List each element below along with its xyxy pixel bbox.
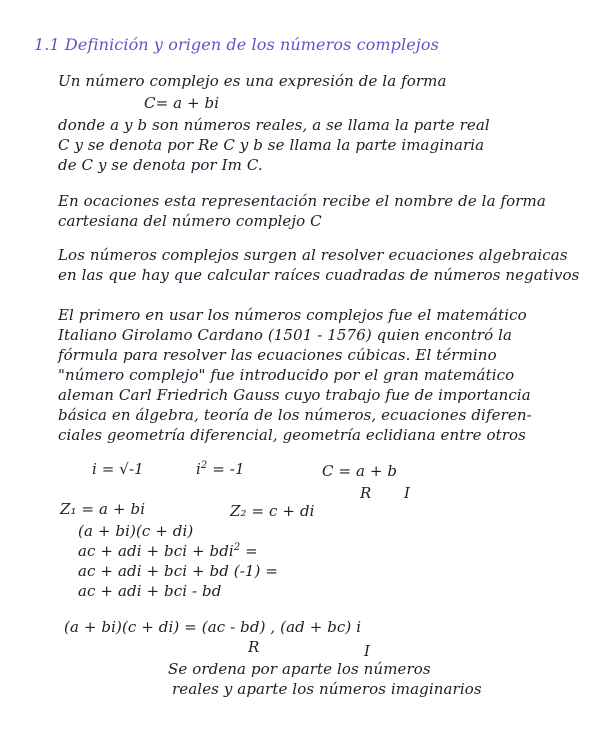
paragraph-4-line-2: en las que hay que calcular raíces cuadradas de números negativos — [58, 266, 580, 284]
paragraph-5-line-3: fórmula para resolver las ecuaciones cúbicas. El término — [58, 346, 497, 364]
multiplication-result: (a + bi)(c + di) = (ac - bd) , (ad + bc) i — [64, 618, 362, 636]
z1-definition: Z₁ = a + bi — [60, 500, 146, 518]
c-equation: C = a + b — [322, 462, 398, 480]
complex-form-formula: C= a + bi — [144, 94, 220, 112]
z2-definition: Z₂ = c + di — [230, 502, 315, 520]
imaginary-unit-squared: $i^2 = -1$ — [196, 460, 245, 478]
section-title: 1.1 Definición y origen de los números complejos — [34, 35, 439, 54]
multiplication-step-3: ac + adi + bci + bd (-1) = — [78, 562, 279, 580]
closing-note-line-1: Se ordena por aparte los números — [168, 660, 431, 678]
result-real-label: R — [248, 638, 260, 656]
multiplication-step-4: ac + adi + bci - bd — [78, 582, 222, 600]
paragraph-5-line-5: aleman Carl Friedrich Gauss cuyo trabajo fue de importancia — [58, 386, 531, 404]
paragraph-5-line-6: básica en álgebra, teoría de los números, ecuaciones diferen- — [58, 406, 532, 424]
closing-note-line-2: reales y aparte los números imaginarios — [172, 680, 482, 698]
imaginary-part-label: I — [404, 484, 411, 502]
paragraph-5-line-7: ciales geometría diferencial, geometría eclidiana entre otros — [58, 426, 526, 444]
paragraph-2-line-2: C y se denota por Re C y b se llama la parte imaginaria — [58, 136, 485, 154]
multiplication-step-2: ac + adi + bci + bdi$^2$ = — [78, 542, 258, 560]
imaginary-unit-definition: i = √-1 — [92, 460, 144, 478]
result-imaginary-label: I — [364, 642, 371, 660]
paragraph-3-line-1: En ocaciones esta representación recibe el nombre de la forma — [58, 192, 546, 210]
paragraph-5-line-2: Italiano Girolamo Cardano (1501 - 1576) quien encontró la — [58, 326, 513, 344]
paragraph-5-line-4: "número complejo" fue introducido por el gran matemático — [58, 366, 515, 384]
paragraph-4-line-1: Los números complejos surgen al resolver ecuaciones algebraicas — [58, 246, 568, 264]
paragraph-2-line-1: donde a y b son números reales, a se llama la parte real — [58, 116, 490, 134]
paragraph-1-line-1: Un número complejo es una expresión de la forma — [58, 72, 447, 90]
real-part-label: R — [360, 484, 372, 502]
paragraph-5-line-1: El primero en usar los números complejos fue el matemático — [58, 306, 527, 324]
paragraph-2-line-3: de C y se denota por Im C. — [58, 156, 263, 174]
paragraph-3-line-2: cartesiana del número complejo C — [58, 212, 322, 230]
multiplication-step-1: (a + bi)(c + di) — [78, 522, 194, 540]
